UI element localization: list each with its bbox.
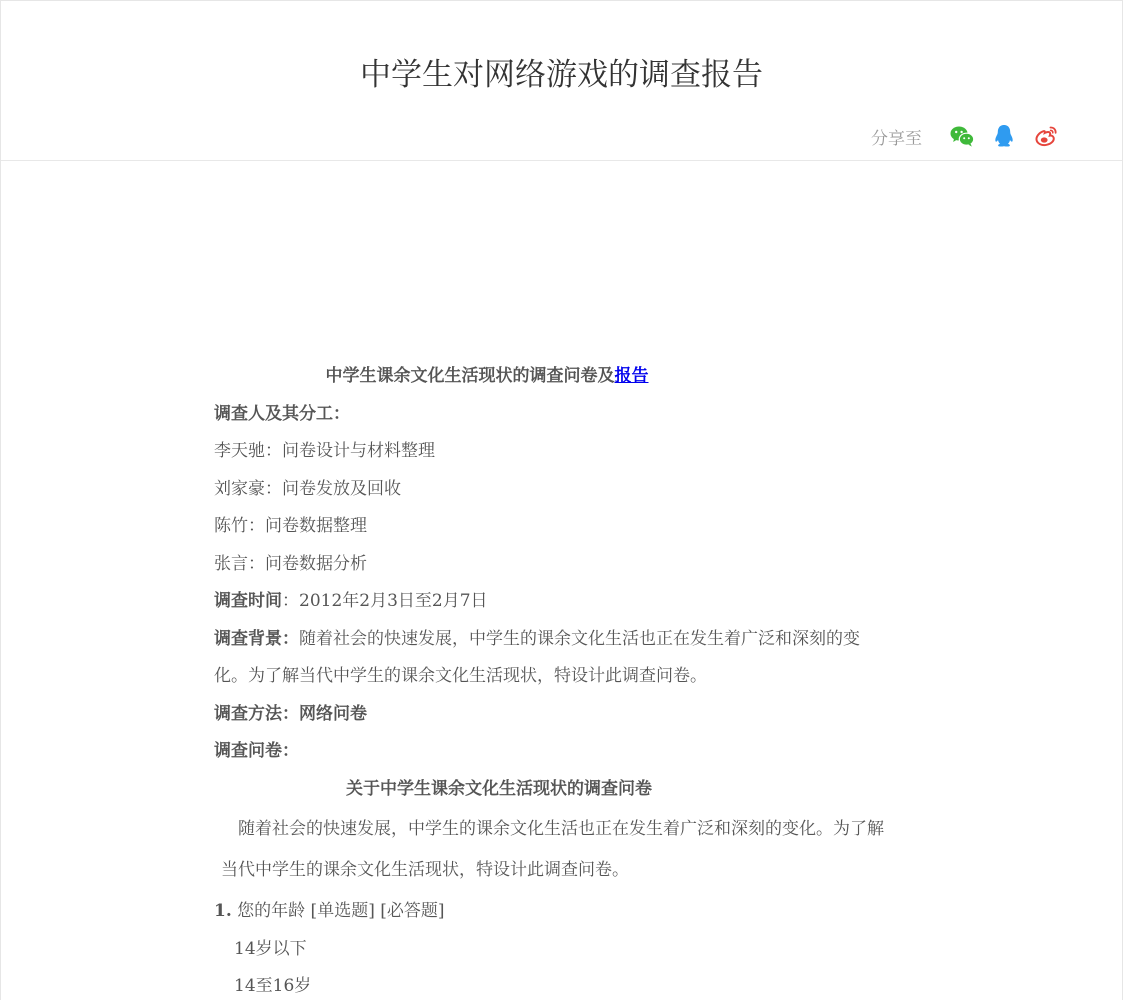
- survey-background-label: 调查背景：: [214, 628, 299, 649]
- article-body: [214, 356, 914, 1006]
- question-text: 您的年龄 [单选题] [必答题]: [231, 901, 445, 921]
- member-line: 陈竹：问卷数据整理: [214, 516, 367, 536]
- question-option: 14至16岁: [234, 976, 312, 996]
- survey-background-line: 化。为了解当代中学生的课余文化生活现状，特设计此调查问卷。: [214, 666, 707, 686]
- questionnaire-intro-line: 当代中学生的课余文化生活现状，特设计此调查问卷。: [221, 859, 629, 880]
- questionnaire-label: 调查问卷：: [214, 741, 299, 761]
- document-title-text: 中学生课余文化生活现状的调查问卷及: [325, 366, 615, 386]
- questionnaire-heading: [214, 733, 914, 771]
- question-number: 1.: [214, 901, 232, 921]
- questionnaire-intro-line: 随着社会的快速发展，中学生的课余文化生活也正在发生着广泛和深刻的变化。为了解: [238, 819, 884, 839]
- investigators-label: 调查人及其分工：: [214, 403, 350, 424]
- document-title: [214, 358, 760, 396]
- survey-method: [214, 696, 914, 734]
- page-title: 中学生对网络游戏的调查报告: [360, 57, 763, 93]
- wechat-icon[interactable]: [948, 122, 976, 150]
- qq-icon[interactable]: [990, 122, 1018, 150]
- survey-method-text: 调查方法：网络问卷: [214, 703, 367, 724]
- survey-background-text: 随着社会的快速发展，中学生的课余文化生活也正在发生着广泛和深刻的变: [299, 628, 860, 649]
- share-bar: [871, 121, 1060, 151]
- member-line: 张言：问卷数据分析: [214, 553, 367, 574]
- share-label: 分享至: [871, 128, 922, 149]
- questionnaire-title-text: 关于中学生课余文化生活现状的调查问卷: [346, 778, 652, 799]
- question-1: [214, 893, 914, 931]
- survey-time-label: 调查时间: [214, 591, 282, 611]
- questionnaire-title: [214, 771, 784, 809]
- investigators-heading: [214, 396, 914, 434]
- weibo-icon[interactable]: [1032, 122, 1060, 150]
- survey-background-line: [214, 621, 914, 659]
- question-option: 14岁以下: [234, 938, 307, 959]
- report-link[interactable]: 报告: [614, 366, 649, 386]
- article-header: [1, 1, 1122, 161]
- member-line: 李天驰：问卷设计与材料整理: [214, 441, 435, 461]
- member-line: 刘家豪：问卷发放及回收: [214, 478, 401, 499]
- survey-time: [214, 583, 914, 621]
- survey-time-value: ：2012年2月3日至2月7日: [282, 591, 488, 611]
